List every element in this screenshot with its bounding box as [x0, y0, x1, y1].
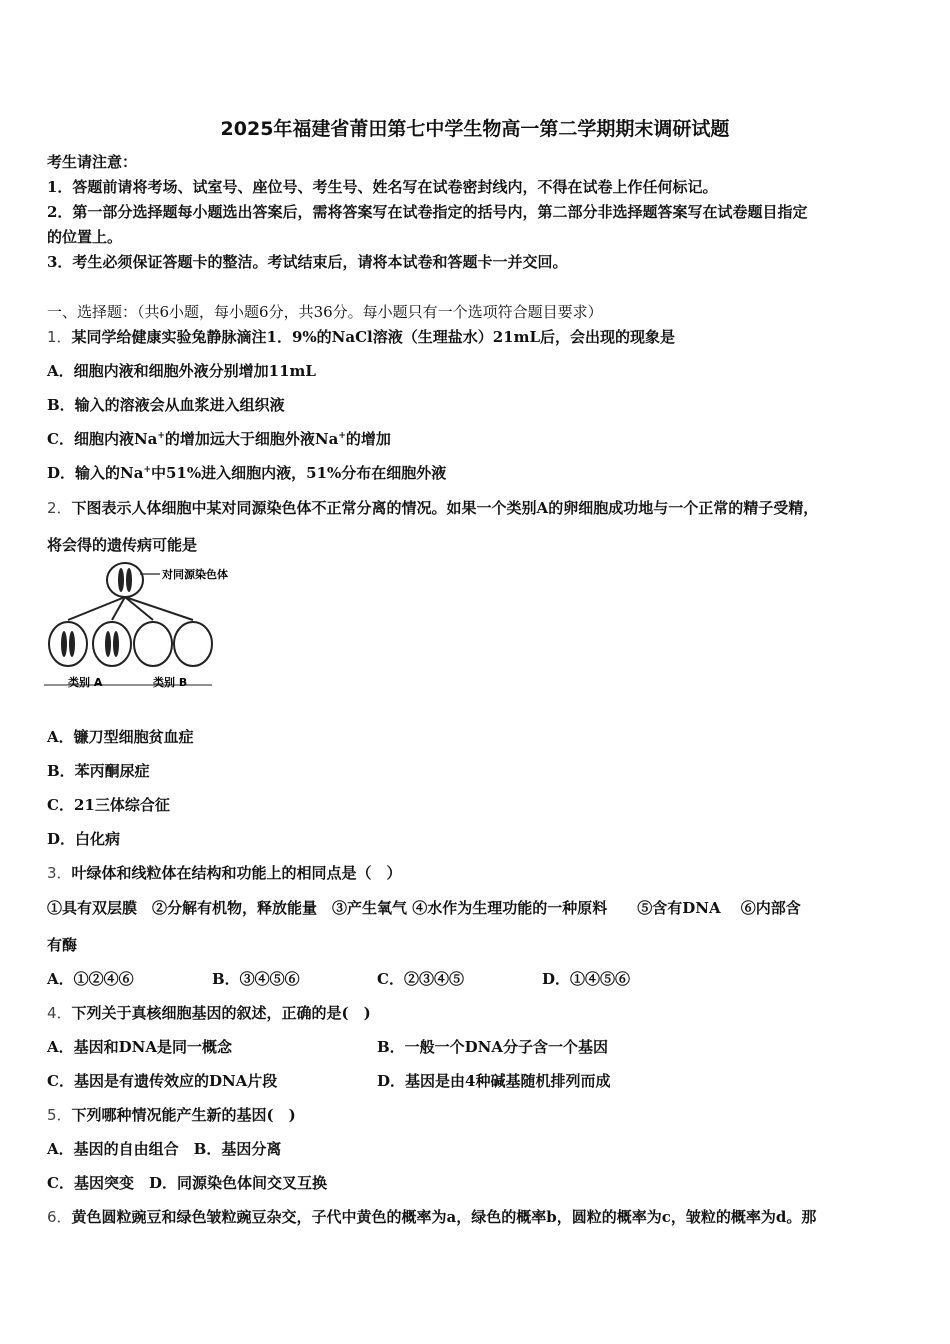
q2-option-c: C．21三体综合征 — [47, 796, 170, 814]
superscript: + — [143, 465, 151, 475]
q1-option-c — [47, 429, 391, 449]
question-stem: 叶绿体和线粒体在结构和功能上的相同点是（ ） — [71, 864, 402, 882]
notice-item-1: 1．答题前请将考场、试室号、座位号、考生号、姓名写在试卷密封线内，不得在试卷上作任何标记。 — [47, 178, 718, 196]
notice-heading: 考生请注意： — [47, 153, 138, 171]
question-2-cont: 将会得的遗传病可能是 — [47, 536, 198, 554]
question-6 — [47, 1207, 816, 1227]
notice-item-3: 3．考生必须保证答题卡的整洁。考试结束后，请将本试卷和答题卡一并交回。 — [47, 253, 568, 271]
q1-option-d — [47, 463, 446, 483]
q3-items: ①具有双层膜 ②分解有机物，释放能量 ③产生氧气 ④水作为生理功能的一种原料 ⑤含有DNA ⑥内部含 — [47, 899, 801, 917]
q3-option-b: B．③④⑤⑥ — [212, 970, 300, 988]
question-number: 2． — [47, 499, 72, 517]
chromosome-separation-diagram — [40, 560, 260, 695]
q4-option-a: A．基因和DNA是同一概念 — [47, 1038, 232, 1056]
section-heading: 一、选择题：（共6小题，每小题6分，共36分。每小题只有一个选项符合题目要求） — [47, 303, 603, 321]
question-1 — [47, 327, 675, 347]
question-number: 6． — [47, 1208, 72, 1226]
q3-items-cont: 有酶 — [47, 936, 78, 954]
q1-option-b: B．输入的溶液会从血浆进入组织液 — [47, 396, 285, 414]
q2-option-d: D．白化病 — [47, 830, 121, 848]
question-number: 5． — [47, 1106, 72, 1124]
q2-option-a: A．镰刀型细胞贫血症 — [47, 728, 194, 746]
option-text: 的增加远大于细胞外液Na — [164, 430, 339, 448]
question-4 — [47, 1003, 371, 1023]
question-2 — [47, 498, 818, 518]
superscript: + — [338, 431, 346, 441]
q4-option-d: D．基因是由4种碱基随机排列而成 — [377, 1072, 611, 1090]
question-stem: 下列关于真核细胞基因的叙述，正确的是( ) — [71, 1004, 371, 1022]
superscript: + — [157, 431, 165, 441]
q5-options-row-1: A．基因的自由组合 B．基因分离 — [47, 1140, 282, 1158]
question-stem: 下列哪种情况能产生新的基因( ) — [71, 1106, 296, 1124]
question-number: 4． — [47, 1004, 72, 1022]
q1-option-a: A．细胞内液和细胞外液分别增加11mL — [47, 362, 316, 380]
notice-item-2: 2．第一部分选择题每小题选出答案后，需将答案写在试卷指定的括号内，第二部分非选择题答案写在试卷题目指定 — [47, 203, 808, 221]
q3-option-c: C．②③④⑤ — [377, 970, 464, 988]
notice-item-2-cont: 的位置上。 — [47, 228, 123, 246]
q5-options-row-2: C．基因突变 D．同源染色体间交叉互换 — [47, 1174, 327, 1192]
figure-label-b: 类别 B — [153, 676, 188, 689]
option-text: C．细胞内液Na — [47, 430, 158, 448]
q3-option-a: A．①②④⑥ — [47, 970, 134, 988]
q3-option-d: D．①④⑤⑥ — [542, 970, 631, 988]
question-stem: 下图表示人体细胞中某对同源染色体不正常分离的情况。如果一个类别A的卵细胞成功地与一个正常的精子受精， — [71, 499, 819, 517]
question-5 — [47, 1105, 296, 1125]
option-text: D．输入的Na — [47, 464, 144, 482]
figure-label: 对同源染色体 — [162, 568, 228, 581]
question-3 — [47, 863, 402, 883]
q4-option-b: B．一般一个DNA分子含一个基因 — [377, 1038, 609, 1056]
question-number: 1． — [47, 328, 72, 346]
question-number: 3． — [47, 864, 72, 882]
q4-option-c: C．基因是有遗传效应的DNA片段 — [47, 1072, 278, 1090]
figure-label-a: 类别 A — [68, 676, 103, 689]
question-stem: 黄色圆粒豌豆和绿色皱粒豌豆杂交，子代中黄色的概率为a，绿色的概率b，圆粒的概率为c，皱粒的概率为d。那 — [71, 1208, 817, 1226]
page-title: 2025年福建省莆田第七中学生物高一第二学期期末调研试题 — [220, 118, 730, 140]
q2-option-b: B．苯丙酮尿症 — [47, 762, 150, 780]
option-text: 中51%进入细胞内液，51%分布在细胞外液 — [151, 464, 447, 482]
option-text: 的增加 — [345, 430, 391, 448]
question-stem: 某同学给健康实验兔静脉滴注1．9%的NaCl溶液（生理盐水）21mL后，会出现的现象是 — [71, 328, 676, 346]
